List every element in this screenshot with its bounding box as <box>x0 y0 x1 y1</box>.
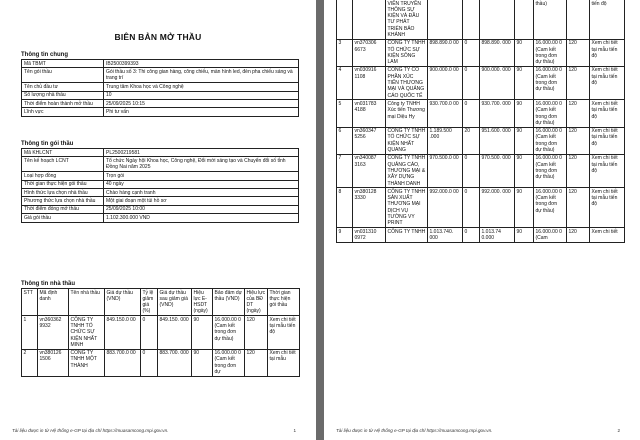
general-value: Phi tư vấn <box>104 108 299 116</box>
document-page-1 <box>0 0 316 440</box>
general-value: 10 <box>104 91 299 99</box>
package-row <box>22 197 299 205</box>
document-title: BIÊN BẢN MỞ THẦU <box>114 32 202 42</box>
bidder-cell: 16.000.00 0 (Cam kết trong đơn dự thầu) <box>534 100 567 127</box>
column-header: Hiệu lực E-HSDT (ngày) <box>192 289 213 316</box>
bidder-cell: vn031310 0972 <box>353 228 386 243</box>
bidder-cell: 0 <box>463 66 480 99</box>
bidder-cell: 16.000.00 0 (Cam <box>534 228 567 243</box>
package-row <box>22 189 299 197</box>
footer-note: Tài liệu được in từ Hệ thống e-GP tại địa chỉ https://muasamcong.mpi.gov.vn. <box>336 428 493 433</box>
bidder-cell: 0 <box>141 349 158 376</box>
column-header: Hiệu lực của BĐ DT (ngày) <box>245 289 268 316</box>
bidder-cell: VIỄN TRUYỀN THÔNG SỰ KIỆN VÀ ĐẦU TƯ PHÁT TRIỂN BẢO KHÁNH <box>386 0 428 39</box>
bidder-cell: 8 <box>337 188 353 228</box>
bidder-cell: 930.700.0 00 <box>428 100 463 127</box>
bidders-header-row <box>22 289 300 316</box>
bidder-cell: 1.189.500 .000 <box>428 127 463 154</box>
general-label: Tên chủ đầu tư <box>22 83 104 91</box>
general-row <box>22 68 299 83</box>
bidder-cell: 898.890.0 00 <box>428 39 463 66</box>
bidder-cell: 16.000.00 0 (Cam kết trong đơn dự thầu) <box>534 66 567 99</box>
bidder-cell: 7 <box>337 154 353 187</box>
bidder-row <box>22 316 300 349</box>
bidder-cell: 90 <box>515 228 534 243</box>
bidder-cell: CÔNG TY CỔ PHẦN XÚC TIẾN THƯƠNG MẠI VÀ QUẢNG CÁO QUỐC TẾ <box>386 66 428 99</box>
package-row <box>22 172 299 180</box>
bidder-cell <box>428 0 463 39</box>
bidder-cell: 16.000.00 0 (Cam kết trong đơn dự thầu) <box>534 127 567 154</box>
general-info-table <box>21 59 299 117</box>
bidder-cell: 0 <box>463 228 480 243</box>
general-label: Tên gói thầu <box>22 68 104 83</box>
bidder-cell: 970.500.0 00 <box>428 154 463 187</box>
bidder-row <box>337 66 625 99</box>
package-label: Thời gian thực hiện gói thầu <box>22 180 104 188</box>
bidder-row <box>22 349 300 376</box>
column-header: Tên nhà thầu <box>69 289 105 316</box>
bidder-cell: 883.700.0 00 <box>105 349 141 376</box>
general-value: 25/09/2025 10:15 <box>104 100 299 108</box>
general-row <box>22 60 299 68</box>
general-value: Gói thầu số 3: Thi công gian hàng, công chiếu, màn hình led, đèn pha chiếu sáng và trang trí <box>104 68 299 83</box>
bidder-cell: CÔNG TY TNHH MỘT THÀNH <box>69 349 105 376</box>
bidders-table <box>21 288 300 377</box>
bidder-cell: vn380128 3330 <box>353 188 386 228</box>
column-header: Giá dự thầu (VND) <box>105 289 141 316</box>
general-value: Trung tâm Khoa học và Công nghệ <box>104 83 299 91</box>
package-row <box>22 214 299 222</box>
column-header: Giá dự thầu sau giảm giá (VND) <box>158 289 192 316</box>
bidder-row <box>337 127 625 154</box>
bidder-row <box>337 100 625 127</box>
section-heading-bidders: Thông tin nhà thầu <box>21 281 75 287</box>
bidder-cell: 90 <box>515 188 534 228</box>
bidder-cell: 900.000. 000 <box>480 66 515 99</box>
bidder-cell: vn030916 1108 <box>353 66 386 99</box>
bidder-cell: 120 <box>567 154 590 187</box>
bidder-cell: 90 <box>515 154 534 187</box>
bidder-cell: 2 <box>22 349 38 376</box>
bidder-cell: CÔNG TY TNHH SẢN XUẤT THƯƠNG MẠI DỊCH VỤ TƯỜNG VY PRINT <box>386 188 428 228</box>
general-value: IB2500399393 <box>104 60 299 68</box>
bidder-cell: 120 <box>567 127 590 154</box>
bidder-cell: Xem chi tiết tại mẫu tiến độ <box>590 154 625 187</box>
bidder-cell <box>480 0 515 39</box>
bidder-cell: 883.700. 000 <box>158 349 192 376</box>
bidder-cell: CÔNG TY TNHH <box>386 228 428 243</box>
section-heading-general: Thông tin chung <box>21 52 68 58</box>
general-row <box>22 100 299 108</box>
column-header: Mã định danh <box>38 289 69 316</box>
package-value: 1.102.300.000 VND <box>104 214 299 222</box>
bidder-cell: 120 <box>567 66 590 99</box>
general-row <box>22 91 299 99</box>
bidder-cell: Xem chi tiết tại mẫu tiến độ <box>590 39 625 66</box>
bidder-cell: 1.013.74 0.000 <box>480 228 515 243</box>
section-heading-package: Thông tin gói thầu <box>21 141 74 147</box>
bidder-cell: 1.013.740. 000 <box>428 228 463 243</box>
bidder-cell: 930.700. 000 <box>480 100 515 127</box>
bidder-cell <box>337 0 353 39</box>
bidders-table-continued <box>336 0 625 243</box>
bidder-cell: Công ty TNHH Xúc tiến Thương mại Diệu Hy <box>386 100 428 127</box>
bidder-cell: 120 <box>245 349 268 376</box>
general-label: Số lượng nhà thầu <box>22 91 104 99</box>
package-value: 40 ngày <box>104 180 299 188</box>
bidder-cell: Xem chi tiết tại mẫu tiến độ <box>268 316 300 349</box>
bidder-cell: 849.150.0 00 <box>105 316 141 349</box>
bidder-cell: Xem chi tiết tại mẫu tiến độ <box>590 66 625 99</box>
bidder-cell: 992.000.0 00 <box>428 188 463 228</box>
bidder-cell: Xem chi tiết tại mẫu tiến độ <box>590 188 625 228</box>
bidder-row <box>337 188 625 228</box>
general-row <box>22 83 299 91</box>
bidder-cell: 992.000. 000 <box>480 188 515 228</box>
bidder-cell: Xem chi tiết tại mẫu <box>268 349 300 376</box>
bidder-cell <box>515 0 534 39</box>
bidder-cell: 0 <box>463 188 480 228</box>
bidder-cell: 900.000.0 00 <box>428 66 463 99</box>
bidder-cell: Xem chi tiết tại mẫu tiến độ <box>590 100 625 127</box>
general-label: Thời điểm hoàn thành mở thầu <box>22 100 104 108</box>
bidder-cell: Xem chi tiết <box>590 228 625 243</box>
bidder-cell: 90 <box>515 127 534 154</box>
general-row <box>22 108 299 116</box>
package-label: Giá gói thầu <box>22 214 104 222</box>
package-value: Một giai đoạn một túi hồ sơ <box>104 197 299 205</box>
bidder-row <box>337 39 625 66</box>
bidder-cell: vn370306 6673 <box>353 39 386 66</box>
bidder-cell: 849.150. 000 <box>158 316 192 349</box>
package-value: PL2500219581 <box>104 149 299 157</box>
bidder-row <box>337 154 625 187</box>
bidder-cell: 20 <box>463 127 480 154</box>
bidder-row-continued <box>337 0 625 39</box>
bidder-cell: 4 <box>337 66 353 99</box>
document-page-2 <box>324 0 640 440</box>
package-value: Chào hàng cạnh tranh <box>104 189 299 197</box>
bidder-cell: 120 <box>245 316 268 349</box>
page-footer <box>12 428 304 433</box>
package-row <box>22 149 299 157</box>
bidder-cell: 970.500. 000 <box>480 154 515 187</box>
package-row <box>22 205 299 213</box>
bidder-cell: Xem chi tiết tại mẫu tiến độ <box>590 127 625 154</box>
page-footer <box>336 428 628 433</box>
bidder-cell: CÔNG TY TNHH TỔ CHỨC SỰ KIỆN NHẤT MINH <box>69 316 105 349</box>
package-label: Loại hợp đồng <box>22 172 104 180</box>
column-header: STT <box>22 289 38 316</box>
bidder-cell <box>567 0 590 39</box>
bidder-cell: 6 <box>337 127 353 154</box>
bidder-cell: vn031783 4188 <box>353 100 386 127</box>
bidder-cell: 90 <box>515 39 534 66</box>
package-value: Tổ chức Ngày hội Khoa học, Công nghệ, Đổi mới sáng tạo và Chuyển đổi số tỉnh Đồng Nai năm 2025 <box>104 157 299 172</box>
column-header: Tỷ lệ giảm giá (%) <box>141 289 158 316</box>
bidder-cell <box>353 0 386 39</box>
package-row <box>22 180 299 188</box>
package-label: Tên kế hoạch LCNT <box>22 157 104 172</box>
package-label: Thời điểm đóng mở thầu <box>22 205 104 213</box>
package-value: Trọn gói <box>104 172 299 180</box>
bidder-cell: CÔNG TY TNHH TỔ CHỨC SỰ KIỆN SÔNG LAM <box>386 39 428 66</box>
package-info-table <box>21 148 299 223</box>
bidder-cell: 90 <box>192 349 213 376</box>
bidder-cell: thầu) <box>534 0 567 39</box>
bidder-cell: 9 <box>337 228 353 243</box>
bidder-cell: 120 <box>567 188 590 228</box>
bidder-cell: vn380126 1506 <box>38 349 69 376</box>
bidder-cell: 16.000.00 0 (Cam kết trong đơn dự <box>213 349 245 376</box>
bidder-cell: 90 <box>515 66 534 99</box>
bidder-cell: 16.000.00 0 (Cam kết trong đơn dự thầu) <box>213 316 245 349</box>
bidder-cell: tiến độ <box>590 0 625 39</box>
bidder-cell: 120 <box>567 100 590 127</box>
package-label: Phương thức lựa chọn nhà thầu <box>22 197 104 205</box>
bidder-cell: 90 <box>515 100 534 127</box>
bidder-cell: vn340087 3163 <box>353 154 386 187</box>
column-header: Bảo đảm dự thầu (VND) <box>213 289 245 316</box>
bidder-cell: 898.890. 000 <box>480 39 515 66</box>
bidder-cell: 16.000.00 0 (Cam kết trong đơn dự thầu) <box>534 154 567 187</box>
bidder-cell: 0 <box>463 154 480 187</box>
package-label: Hình thức lựa chọn nhà thầu <box>22 189 104 197</box>
bidder-row <box>337 228 625 243</box>
bidder-cell: CÔNG TY TNHH TỔ CHỨC SỰ KIỆN NHẤT QUANG <box>386 127 428 154</box>
general-label: Lĩnh vực <box>22 108 104 116</box>
column-header: Thời gian thực hiện gói thầu <box>268 289 300 316</box>
bidder-cell: vn360362 9932 <box>38 316 69 349</box>
bidder-cell: 3 <box>337 39 353 66</box>
bidder-cell: 16.000.00 0 (Cam kết trong đơn dự thầu) <box>534 39 567 66</box>
bidder-cell: 16.000.00 0 (Cam kết trong đơn dự thầu) <box>534 188 567 228</box>
bidder-cell: 120 <box>567 39 590 66</box>
bidder-cell: 5 <box>337 100 353 127</box>
package-label: Mã KHLCNT <box>22 149 104 157</box>
bidder-cell: vn360347 5256 <box>353 127 386 154</box>
bidder-cell: 1 <box>22 316 38 349</box>
bidder-cell <box>463 0 480 39</box>
bidder-cell: 951.600. 000 <box>480 127 515 154</box>
bidder-cell: 90 <box>192 316 213 349</box>
package-row <box>22 157 299 172</box>
bidder-cell: CÔNG TY TNHH QUẢNG CÁO, THƯƠNG MẠI & XÂY DỰNG THÀNH DANH <box>386 154 428 187</box>
page-number: 2 <box>617 428 620 433</box>
bidder-cell: 120 <box>567 228 590 243</box>
page-number: 1 <box>293 428 296 433</box>
bidder-cell: 0 <box>463 39 480 66</box>
footer-note: Tài liệu được in từ Hệ thống e-GP tại địa chỉ https://muasamcong.mpi.gov.vn. <box>12 428 169 433</box>
bidder-cell: 0 <box>141 316 158 349</box>
general-label: Mã TBMT <box>22 60 104 68</box>
package-value: 25/09/2025 10:00 <box>104 205 299 213</box>
bidder-cell: 0 <box>463 100 480 127</box>
